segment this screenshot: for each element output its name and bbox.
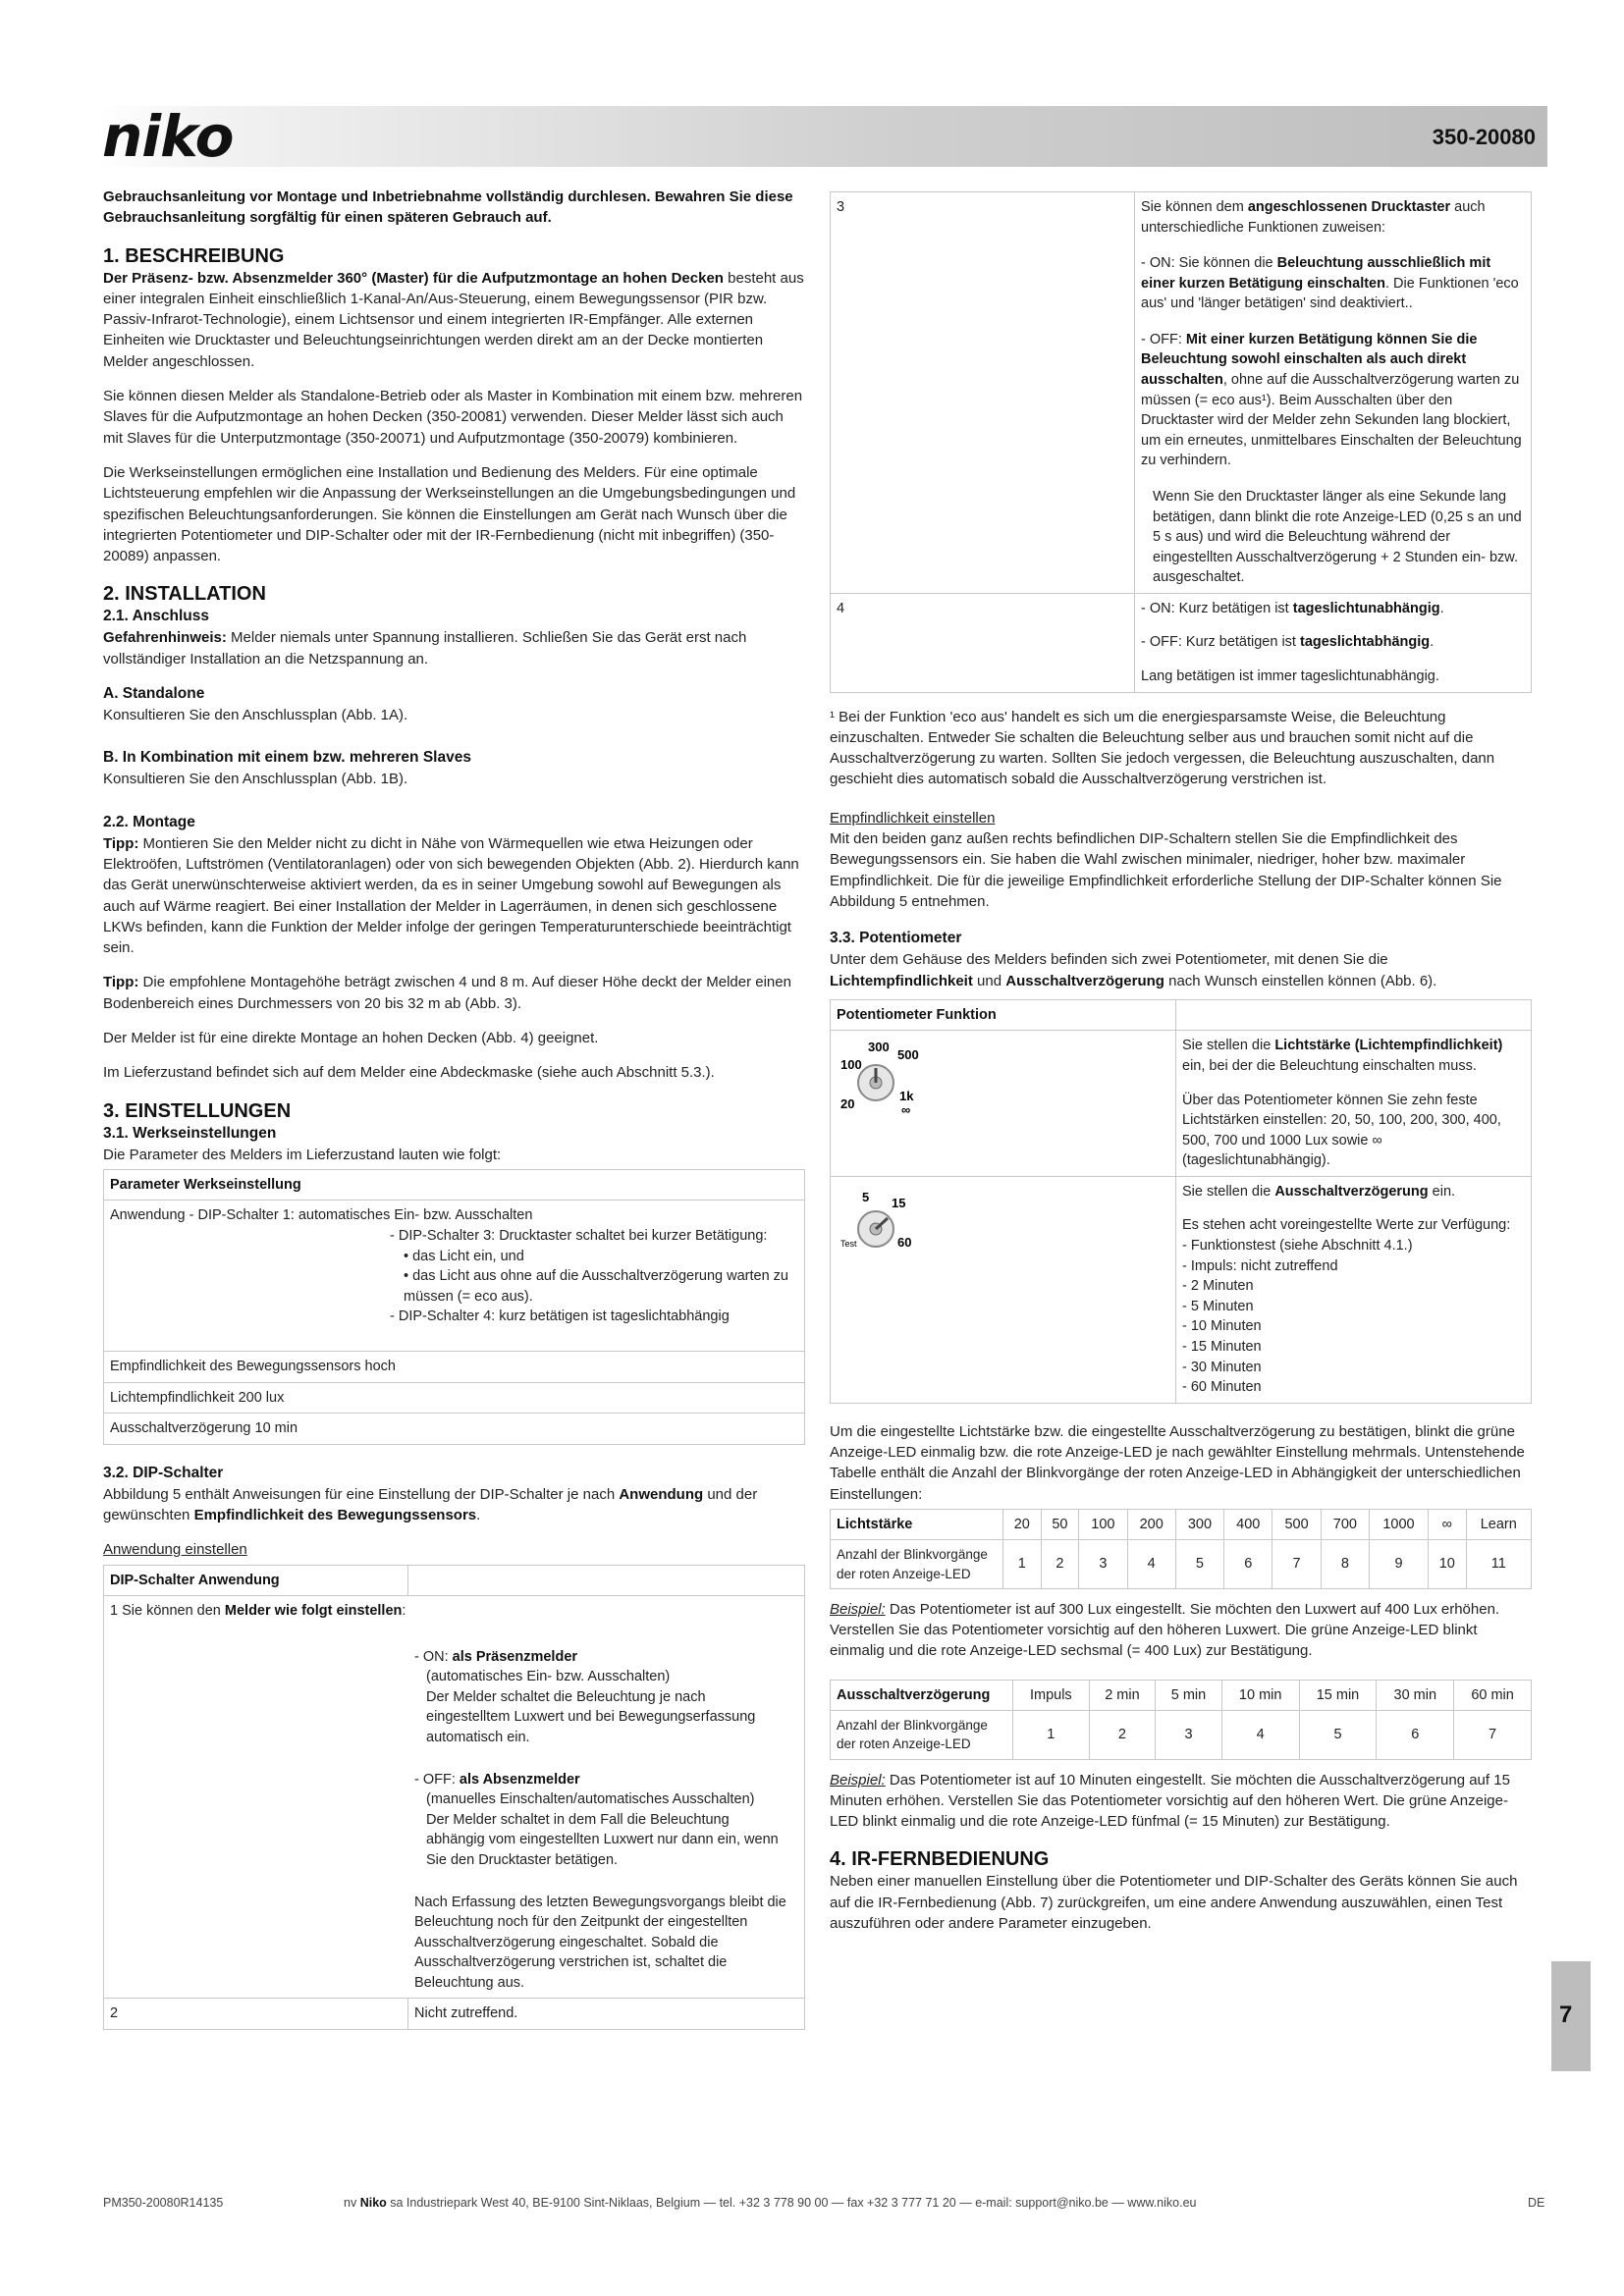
- lux-val: 5: [1175, 1540, 1223, 1588]
- s33-b: Lichtempfindlichkeit: [830, 972, 973, 989]
- pot-r1-c: ein, bei der die Beleuchtung einschalten muss.: [1182, 1057, 1477, 1074]
- delay-col: 30 min: [1377, 1680, 1454, 1711]
- empf-label: Empfindlichkeit einstellen: [830, 809, 996, 827]
- pot1-label-1k: 1k: [899, 1089, 914, 1104]
- s3-sub-1: 3.1. Werkseinstellungen: [103, 1124, 277, 1142]
- footnote: ¹ Bei der Funktion 'eco aus' handelt es sich um die energiesparsamste Weise, die Beleuchtung einzuschalten. Entweder Sie schalten die Beleuchtung selber aus und brauchen somit nicht auf die Ausschaltverzögerung zu warten. Sollten Sie jedoch vergessen, die Beleuchtung auszuschalten, dann geschieht dies automatisch sobald die Ausschaltverzögerung verstrichen ist.: [830, 708, 1495, 788]
- dip-r1-b: Melder wie folgt einstellen: [224, 1603, 403, 1620]
- dip-off-1: (manuelles Einschalten/automatisches Ausschalten): [426, 1791, 755, 1808]
- r4-off-c: .: [1430, 634, 1435, 651]
- s3-p2-a: Abbildung 5 enthält Anweisungen für eine Einstellung der DIP-Schalter je nach: [103, 1485, 620, 1503]
- pot-r2-2: Es stehen acht voreingestellte Werte zur Verfügung:: [1182, 1217, 1511, 1234]
- delay-col: 10 min: [1221, 1680, 1299, 1711]
- s2-a-text: Konsultieren Sie den Anschlussplan (Abb. 1A).: [103, 707, 408, 724]
- dip-header-empty: [408, 1565, 805, 1596]
- pot-header-empty: [1176, 999, 1532, 1031]
- lux-col: ∞: [1428, 1509, 1466, 1540]
- r3-off-b: Mit einer kurzen Betätigung können Sie die Beleuchtung sowohl einschalten als auch direkt ausschalten: [1141, 331, 1478, 389]
- pot-r2-main: [1182, 1182, 1525, 1202]
- s1-paragraph-2: Sie können diesen Melder als Standalone-Betrieb oder als Master in Kombination mit einem bzw. mehreren Slaves für die Aufputzmontage an hohen Decken (350-20081) verwenden. Dieser Melder lässt sich auch mit Slaves für die Unterputzmontage (350-20071) und Aufputzmontage (350-20079) kombinieren.: [103, 388, 803, 447]
- s2-b-text: Konsultieren Sie den Anschlussplan (Abb. 1B).: [103, 771, 408, 788]
- r4-off-a: - OFF: Kurz betätigen ist: [1141, 634, 1300, 651]
- werk-r1-detail: [110, 1226, 798, 1327]
- r3-off-a: - OFF:: [1141, 331, 1186, 347]
- delay-val: 4: [1221, 1711, 1299, 1759]
- lux-col: 20: [1003, 1509, 1042, 1540]
- empf-text: Mit den beiden ganz außen rechts befindlichen DIP-Schaltern stellen Sie die Empfindlichkeit des Bewegungssensors ein. Sie haben die Wahl zwischen minimaler, niedriger, hoher bzw. maximaler Empfindlichkeit. Die für die jeweilige Empfindlichkeit erforderliche Stellung der DIP-Schalter können Sie Abbildung 5 entnehmen.: [830, 830, 1502, 910]
- lux-val: 8: [1321, 1540, 1369, 1588]
- example-1: [830, 1599, 1532, 1662]
- dip-r2-num: 2: [104, 1999, 408, 2030]
- lux-col: 300: [1175, 1509, 1223, 1540]
- lux-val: 11: [1466, 1540, 1531, 1588]
- s2-direct: Der Melder ist für eine direkte Montage an hohen Decken (Abb. 4) geeignet.: [103, 1030, 599, 1047]
- werk-row-3: Lichtempfindlichkeit 200 lux: [104, 1382, 805, 1414]
- footer-lang: DE: [1528, 2196, 1545, 2210]
- footer-nv: nv: [344, 2196, 360, 2210]
- s2-warning-label: Gefahrenhinweis:: [103, 629, 227, 647]
- dip-r1-line: [110, 1601, 798, 1622]
- delay-val: 1: [1013, 1711, 1090, 1759]
- s33-text: [830, 949, 1532, 991]
- row-3-num: 3: [831, 192, 1135, 594]
- footer-niko: Niko: [359, 2196, 387, 2210]
- tip-1-text: Montieren Sie den Melder nicht zu dicht in Nähe von Wärmequellen wie etwa Heizungen oder Elektroöfen, Luftströmen (Ventilatoranlagen) oder von sich bewegenden Objekten (Abb. 2). Hierdurch kann das Gerät unerwünschterweise aktiviert werden, da es in seiner Umgebung sowohl auf Bewegungen als auch auf Wärme reagiert. Bei einer Installation der Melder in Lagerräumen, in denen sich geschlossene LKWs befinden, kann die Funktion der Melder infolge der geringen Temperaturunterschiede beeinträchtigt sein.: [103, 834, 799, 957]
- row-3-on: [1141, 253, 1525, 314]
- lux-col: 500: [1272, 1509, 1321, 1540]
- s3-sub-2: 3.2. DIP-Schalter: [103, 1464, 224, 1481]
- dip-off-2: Der Melder schaltet in dem Fall die Beleuchtung abhängig vom eingestellten Luxwert nur dann ein, wenn Sie den Drucktaster betätigen.: [426, 1811, 779, 1868]
- pot1-label-300: 300: [868, 1040, 890, 1055]
- dip-off-b: als Absenzmelder: [459, 1771, 580, 1788]
- dip-after: Nach Erfassung des letzten Bewegungsvorgangs bleibt die Beleuchtung noch für den Zeitpunkt der eingestellten Ausschaltverzögerung eingeschaltet. Sobald die Ausschaltverzögerung verstrichen ist, schaltet die Beleuchtung aus.: [414, 1894, 786, 1991]
- example-1-text: Das Potentiometer ist auf 300 Lux eingestellt. Sie möchten den Luxwert auf 400 Lux erhöhen. Verstellen Sie das Potentiometer vorsichtig auf den höheren Luxwert. Die grüne Anzeige-LED blinkt einmalig und die rote Anzeige-LED sechsmal (= 400 Lux) zur Bestätigung.: [830, 1600, 1500, 1660]
- r4-on-a: - ON: Kurz betätigen ist: [1141, 600, 1293, 616]
- lux-val: 6: [1224, 1540, 1272, 1588]
- r4-off: [1141, 632, 1525, 653]
- lux-val: 2: [1041, 1540, 1079, 1588]
- pot-r2-c: ein.: [1428, 1183, 1456, 1200]
- pot2-label-60: 60: [897, 1234, 912, 1250]
- r3-on-b: Beleuchtung ausschließlich mit einer kurzen Betätigung einschalten: [1141, 255, 1491, 292]
- delay-col: Impuls: [1013, 1680, 1090, 1711]
- s33-e: nach Wunsch einstellen können (Abb. 6).: [1164, 972, 1437, 989]
- tip-1-label: Tipp:: [103, 834, 139, 852]
- s33-a: Unter dem Gehäuse des Melders befinden sich zwei Potentiometer, mit denen Sie die: [830, 951, 1388, 969]
- pot-r2-item: - 15 Minuten: [1182, 1338, 1262, 1355]
- s2-b-title: B. In Kombination mit einem bzw. mehreren Slaves: [103, 749, 471, 767]
- r4-on: [1141, 599, 1525, 619]
- dip-r2-text: Nicht zutreffend.: [408, 1999, 805, 2030]
- s3-p2-b: Anwendung: [619, 1485, 704, 1503]
- r4-off-b: tageslichtabhängig: [1299, 634, 1431, 651]
- light-potentiometer-icon: [837, 1036, 945, 1124]
- delay-table: [830, 1680, 1532, 1760]
- pot2-label-15: 15: [892, 1195, 906, 1210]
- lux-val: 10: [1428, 1540, 1466, 1588]
- s33-c: und: [972, 972, 1006, 989]
- footer-code: PM350-20080R14135: [103, 2196, 224, 2210]
- r3-on-c: . Die Funktionen 'eco aus' und 'länger betätigen' sind deaktiviert..: [1141, 275, 1519, 312]
- intro-text: Gebrauchsanleitung vor Montage und Inbetriebnahme vollständig durchlesen. Bewahren Sie diese Gebrauchsanleitung sorgfältig für einen späteren Gebrauch auf.: [103, 188, 793, 227]
- row-4-text: [1135, 593, 1532, 692]
- s3-p2-e: .: [476, 1506, 481, 1523]
- pot-icon-1-cell: [831, 1031, 1176, 1176]
- dip-off-a: - OFF:: [414, 1771, 460, 1788]
- header-bar: [98, 103, 1547, 170]
- lux-val: 3: [1079, 1540, 1127, 1588]
- pot1-label-100: 100: [840, 1057, 862, 1073]
- lux-col: 700: [1321, 1509, 1369, 1540]
- werk-r1-b: - DIP-Schalter 3: Drucktaster schaltet bei kurzer Betätigung:: [390, 1228, 768, 1245]
- pot-row-2-text: [1176, 1176, 1532, 1403]
- pot-header: Potentiometer Funktion: [831, 999, 1176, 1031]
- lux-col: 100: [1079, 1509, 1127, 1540]
- delay-potentiometer-icon: [837, 1182, 945, 1270]
- delay-col: 2 min: [1089, 1680, 1156, 1711]
- tip-2-label: Tipp:: [103, 974, 139, 991]
- werk-r1-b2: • das Licht aus ohne auf die Ausschaltverzögerung warten zu müssen (= eco aus).: [404, 1266, 798, 1307]
- pot1-label-20: 20: [840, 1096, 855, 1112]
- pot-r2-a: Sie stellen die: [1182, 1183, 1275, 1200]
- s1-p1-rest: besteht aus einer integralen Einheit einschließlich 1-Kanal-An/Aus-Steuerung, einem Bewegungssensor (PIR bzw. Passiv-Infrarot-Technologie), einem Lichtsensor und einem integrierten IR-Empfänger. Alle externen Einheiten wie Drucktaster und Beleuchtungseinrichtungen werden direkt am an der Decke montierten Melder angeschlossen.: [103, 269, 804, 370]
- dip-row-1: [104, 1596, 805, 1999]
- s2-tip-1: [103, 833, 805, 959]
- pot2-label-test: Test: [840, 1238, 857, 1249]
- delay-val: 2: [1089, 1711, 1156, 1759]
- delay-val: 6: [1377, 1711, 1454, 1759]
- footer-address: [344, 2195, 1196, 2213]
- pot-r1-2: Über das Potentiometer können Sie zehn feste Lichtstärken einstellen: 20, 50, 100, 200, 300, 400, 500, 700 und 1000 Lux sowie ∞ (tageslichtunabhängig).: [1182, 1092, 1501, 1169]
- pot-r2-item: - 30 Minuten: [1182, 1359, 1262, 1375]
- s2-sub-1: 2.1. Anschluss: [103, 608, 209, 625]
- s3-p2: [103, 1484, 805, 1526]
- lux-table: [830, 1509, 1532, 1589]
- werk-row-4: Ausschaltverzögerung 10 min: [104, 1414, 805, 1445]
- werk-row-2: Empfindlichkeit des Bewegungssensors hoch: [104, 1351, 805, 1382]
- s3-p1: Die Parameter des Melders im Lieferzustand lauten wie folgt:: [103, 1146, 502, 1163]
- lux-header: Lichtstärke: [831, 1509, 1003, 1540]
- dip-on-2: Der Melder schaltet die Beleuchtung je nach eingestelltem Luxwert und bei Bewegungserfassung automatisch ein.: [426, 1688, 756, 1746]
- s2-warning: [103, 627, 805, 669]
- pot-r1-main: [1182, 1036, 1525, 1076]
- s2-sub-2: 2.2. Montage: [103, 813, 195, 830]
- r3-intro-c: auch unterschiedliche Funktionen zuweisen:: [1141, 199, 1486, 236]
- pot-table: [830, 999, 1532, 1404]
- s1-p1-bold: Der Präsenz- bzw. Absenzmelder 360° (Master) für die Aufputzmontage an hohen Decken: [103, 269, 724, 287]
- pot-r2-item: - 2 Minuten: [1182, 1278, 1254, 1295]
- s3-p2-d: Empfindlichkeit des Bewegungssensors: [193, 1506, 477, 1523]
- section-3-title: 3. EINSTELLUNGEN: [103, 1099, 292, 1122]
- delay-col: 5 min: [1156, 1680, 1222, 1711]
- row-3-long: Wenn Sie den Drucktaster länger als eine Sekunde lang betätigen, dann blinkt die rote Anzeige-LED (0,25 s an und 5 s aus) und wird die Beleuchtung während der eingestellten Ausschaltverzögerung + 2 Stunden ein- bzw. ausgeschaltet.: [1153, 488, 1522, 586]
- dip-table-cont: [830, 191, 1532, 693]
- row-4-num: 4: [831, 593, 1135, 692]
- example-2-text: Das Potentiometer ist auf 10 Minuten eingestellt. Sie möchten die Ausschaltverzögerung auf 15 Minuten erhöhen. Verstellen Sie das Potentiometer vorsichtig auf den höheren Wert. Die grüne Anzeige-LED blinkt einmalig und die rote Anzeige-LED fünfmal (= 15 Minuten) zur Bestätigung.: [830, 1771, 1510, 1831]
- s2-warning-text: Melder niemals unter Spannung installieren. Schließen Sie das Gerät erst nach vollständiger Installation an die Netzspannung an.: [103, 629, 747, 667]
- footer-rest: sa Industriepark West 40, BE-9100 Sint-Niklaas, Belgium — tel. +32 3 778 90 00 — fax +32 3 777 71 20 — e-mail: support@niko.be — www.niko.eu: [386, 2196, 1197, 2210]
- lux-col: Learn: [1466, 1509, 1531, 1540]
- werk-r1-a: Anwendung - DIP-Schalter 1: automatisches Ein- bzw. Ausschalten: [110, 1207, 533, 1224]
- anwendung-label: Anwendung einstellen: [103, 1541, 247, 1559]
- werk-r1-c: - DIP-Schalter 4: kurz betätigen ist tageslichtabhängig: [390, 1308, 730, 1325]
- lux-col: 50: [1041, 1509, 1079, 1540]
- r3-on-a: - ON: Sie können die: [1141, 255, 1277, 272]
- pot-r2-list: [1182, 1236, 1525, 1398]
- werk-r1-b1: • das Licht ein, und: [404, 1247, 798, 1267]
- example-2: [830, 1770, 1532, 1833]
- werk-r1-list: [390, 1247, 798, 1308]
- delay-col: 15 min: [1299, 1680, 1377, 1711]
- dip-on: [414, 1647, 788, 1668]
- delay-val: 7: [1454, 1711, 1532, 1759]
- doc-number: 350-20080: [1432, 125, 1536, 149]
- dip-off: [414, 1770, 788, 1790]
- section-1-title: 1. BESCHREIBUNG: [103, 244, 285, 267]
- page-number: 7: [1559, 2002, 1573, 2028]
- dip-r1-c: :: [402, 1603, 406, 1620]
- pot-r2-item: - 10 Minuten: [1182, 1318, 1262, 1335]
- confirm-text: Um die eingestellte Lichtstärke bzw. die eingestellte Ausschaltverzögerung zu bestätigen, blinkt die grüne Anzeige-LED einmalig bzw. die rote Anzeige-LED je nach gewählter Einstellung mehrmals. Untenstehende Tabelle enthält die Anzahl der Blinkvorgänge der roten Anzeige-LED in Abhängigkeit der unterschiedlichen Einstellungen:: [830, 1422, 1525, 1503]
- s4-text: Neben einer manuellen Einstellung über die Potentiometer und DIP-Schalter des Geräts können Sie auch auf die IR-Fernbedienung (Abb. 7) zurückgreifen, um eine andere Anwendung auszuwählen, einen Test auszuführen oder andere Parameter einzugeben.: [830, 1873, 1518, 1932]
- delay-val: 3: [1156, 1711, 1222, 1759]
- delay-row-label: Anzahl der Blinkvorgänge der roten Anzeige-LED: [831, 1711, 1013, 1759]
- pot-r2-b: Ausschaltverzögerung: [1274, 1183, 1429, 1200]
- pot1-label-inf: ∞: [901, 1102, 911, 1118]
- row-3-intro: [1141, 197, 1525, 238]
- lux-val: 9: [1370, 1540, 1429, 1588]
- pot-row-1-text: [1176, 1031, 1532, 1176]
- pot-r2-item: - Impuls: nicht zutreffend: [1182, 1257, 1338, 1274]
- s33-d: Ausschaltverzögerung: [1005, 972, 1164, 989]
- s3-p2-c: und der gewünschten: [103, 1485, 758, 1523]
- r4-on-c: .: [1439, 600, 1444, 616]
- r3-off-c: , ohne auf die Ausschaltverzögerung warten zu müssen (= eco aus¹). Beim Ausschalten über den Drucktaster wird der Melder zehn Sekunden lang blockiert, um ein erneutes, unmittelbares Einschalten der Beleuchtung zu verhindern.: [1141, 372, 1522, 469]
- werk-header: Parameter Werkseinstellung: [104, 1169, 805, 1201]
- dip-on-1: (automatisches Ein- bzw. Ausschalten): [426, 1669, 671, 1685]
- dip-r1-detail: [110, 1622, 798, 1994]
- dip-table: [103, 1565, 805, 2030]
- row-3-off: [1141, 330, 1525, 471]
- pot-r2-item: - 5 Minuten: [1182, 1298, 1254, 1314]
- tip-2-text: Die empfohlene Montagehöhe beträgt zwischen 4 und 8 m. Auf dieser Höhe deckt der Melder einen Bodenbereich eines Durchmessers von 20 bis 32 m ab (Abb. 3).: [103, 974, 791, 1012]
- section-2-title: 2. INSTALLATION: [103, 583, 266, 606]
- section-4-title: 4. IR-FERNBEDIENUNG: [830, 1848, 1050, 1871]
- niko-logo: niko: [102, 103, 234, 170]
- example-1-label: Beispiel:: [830, 1600, 886, 1618]
- pot-icon-2-cell: [831, 1176, 1176, 1403]
- delay-header: Ausschaltverzögerung: [831, 1680, 1013, 1711]
- lux-val: 4: [1127, 1540, 1175, 1588]
- s2-mask: Im Lieferzustand befindet sich auf dem Melder eine Abdeckmaske (siehe auch Abschnitt 5.3.).: [103, 1064, 715, 1082]
- pot-r2-item: - 60 Minuten: [1182, 1379, 1262, 1396]
- dip-on-a: - ON:: [414, 1648, 453, 1665]
- lux-val: 7: [1272, 1540, 1321, 1588]
- r3-intro-a: Sie können dem: [1141, 199, 1248, 215]
- dip-on-b: als Präsenzmelder: [452, 1648, 578, 1665]
- werk-table: [103, 1169, 805, 1445]
- lux-row-label: Anzahl der Blinkvorgänge der roten Anzeige-LED: [831, 1540, 1003, 1588]
- lux-col: 200: [1127, 1509, 1175, 1540]
- right-column: [830, 191, 1532, 1948]
- delay-val: 5: [1299, 1711, 1377, 1759]
- pot-r2-item: - Funktionstest (siehe Abschnitt 4.1.): [1182, 1238, 1413, 1255]
- s33-title: 3.3. Potentiometer: [830, 930, 962, 947]
- werk-row-1: [104, 1201, 805, 1351]
- r4-long: Lang betätigen ist immer tageslichtunabhängig.: [1141, 667, 1439, 684]
- lux-col: 1000: [1370, 1509, 1429, 1540]
- lux-val: 1: [1003, 1540, 1042, 1588]
- s2-tip-2: [103, 972, 805, 1014]
- s1-paragraph-3: Die Werkseinstellungen ermöglichen eine Installation und Bedienung des Melders. Für eine optimale Lichtsteuerung empfehlen wir die Anpassung der Werkseinstellungen an die Umgebungsbedingungen und spezifischen Beleuchtungsanforderungen. Sie können die Einstellungen am Gerät nach Wunsch über die integrierten Potentiometer und DIP-Schalter oder mit der IR-Fernbedienung (nicht mit inbegriffen) (350-20089) anpassen.: [103, 463, 796, 565]
- r4-on-b: tageslichtunabhängig: [1292, 600, 1440, 616]
- lux-col: 400: [1224, 1509, 1272, 1540]
- row-3-text: [1135, 192, 1532, 594]
- pot2-label-5: 5: [862, 1189, 870, 1204]
- pot-r1-b: Lichtstärke (Lichtempfindlichkeit): [1274, 1038, 1503, 1054]
- dip-r1-a: 1 Sie können den: [110, 1603, 225, 1620]
- dip-header: DIP-Schalter Anwendung: [104, 1565, 408, 1596]
- s2-a-title: A. Standalone: [103, 685, 205, 703]
- r3-intro-b: angeschlossenen Drucktaster: [1247, 199, 1451, 215]
- s1-paragraph-1: [103, 268, 805, 372]
- example-2-label: Beispiel:: [830, 1771, 886, 1789]
- delay-col: 60 min: [1454, 1680, 1532, 1711]
- pot-r1-a: Sie stellen die: [1182, 1038, 1275, 1054]
- pot1-label-500: 500: [897, 1047, 919, 1063]
- left-column: [103, 187, 805, 2048]
